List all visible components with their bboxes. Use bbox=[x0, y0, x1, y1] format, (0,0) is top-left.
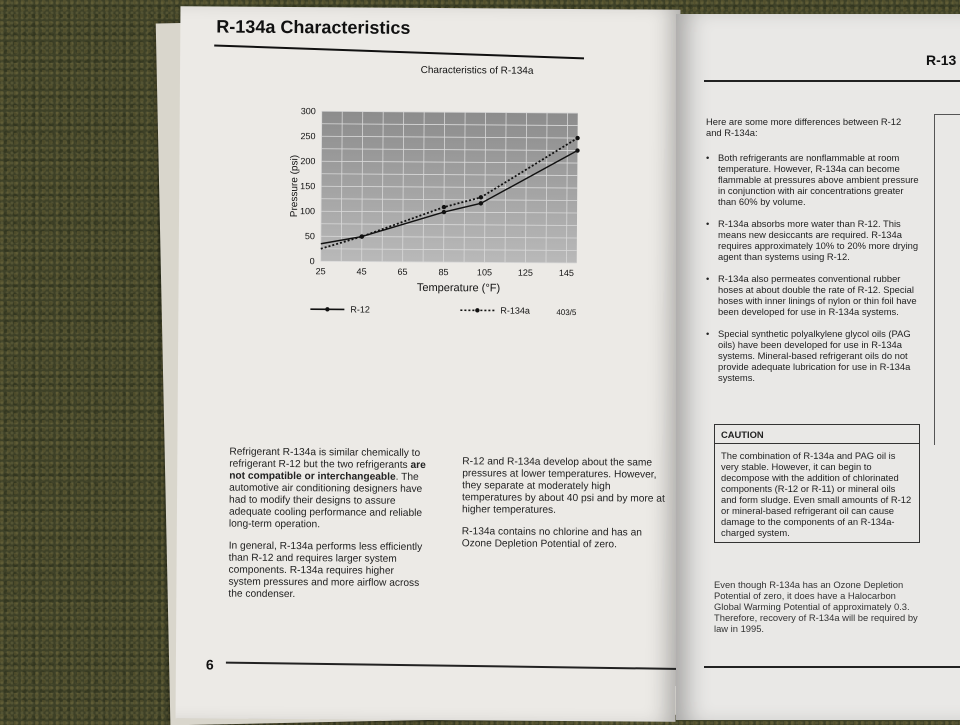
x-tick-label: 25 bbox=[316, 266, 326, 276]
x-tick-label: 65 bbox=[398, 267, 408, 277]
column-2 bbox=[462, 456, 673, 561]
y-axis-label: Pressure (psi) bbox=[289, 155, 300, 217]
data-point bbox=[479, 195, 483, 199]
col1-para1-bold: are not compatible or interchangeable bbox=[229, 460, 426, 483]
y-tick-label: 50 bbox=[305, 231, 315, 241]
y-tick-label: 250 bbox=[301, 131, 316, 141]
list-item: • R-134a also permeates conventional rubber hoses at about double the rate of R-12. Special hoses with inner linings of nylon or thin foil have been developed for use in R-134a systems. bbox=[706, 273, 921, 317]
right-page-title: R-13 bbox=[926, 52, 956, 68]
col1-para1-text-b: . The automotive air conditioning designers have had to modify their designs to assure adequate cooling performance and reliable long-term operation. bbox=[229, 472, 422, 530]
right-page bbox=[676, 14, 960, 720]
data-point bbox=[442, 205, 446, 209]
legend-marker bbox=[475, 308, 479, 312]
figure-code: 403/5 bbox=[556, 308, 577, 317]
right-footer-rule bbox=[704, 666, 960, 668]
list-item: • Special synthetic polyalkylene glycol oils (PAG oils) have been developed for use in R-134a systems. Mineral-based refrigerant oils do not provide adequate lubrication for use in R-134a systems. bbox=[706, 328, 921, 383]
caution-heading: CAUTION bbox=[715, 429, 919, 444]
y-tick-label: 0 bbox=[310, 256, 315, 266]
page-title: R-134a Characteristics bbox=[216, 17, 410, 39]
chart bbox=[278, 99, 620, 331]
chart-title: Characteristics of R-134a bbox=[402, 65, 552, 77]
col1-paragraph-2: In general, R-134a performs less efficiently than R-12 and requires larger system components. R-134a requires higher system pressures and more airflow across the condenser. bbox=[228, 541, 428, 602]
x-tick-label: 85 bbox=[438, 267, 448, 277]
list-item: • R-134a absorbs more water than R-12. This means new desiccants are required. R-134a requires approximately 10% to 20% more drying agent than systems using R-12. bbox=[706, 218, 921, 262]
left-page bbox=[176, 6, 681, 721]
x-tick-label: 145 bbox=[559, 268, 574, 278]
data-point bbox=[360, 234, 364, 238]
x-tick-label: 105 bbox=[477, 267, 492, 277]
col1-para1-text-a: Refrigerant R-134a is similar chemically to refrigerant R-12 but the two refrigerants bbox=[229, 447, 420, 471]
data-point bbox=[575, 148, 579, 152]
footer-rule bbox=[226, 662, 681, 670]
right-intro: Here are some more differences between R-12 and R-134a: bbox=[706, 116, 906, 138]
caution-text: The combination of R-134a and PAG oil is very stable. However, it can begin to decompose with the addition of chlorinated components (R-12 or R-11) or mineral oils and form sludge. Even small amounts of R-12 or mineral-based refrigerant oil can cause damage to the components of an R-134a-charged system. bbox=[721, 450, 913, 538]
right-title-rule bbox=[704, 80, 960, 82]
y-tick-label: 100 bbox=[300, 206, 315, 216]
chart-svg bbox=[278, 99, 620, 331]
y-tick-label: 300 bbox=[301, 106, 316, 116]
x-tick-label: 45 bbox=[357, 266, 367, 276]
right-margin-box bbox=[934, 114, 960, 445]
caution-box bbox=[714, 424, 920, 543]
data-point bbox=[442, 210, 446, 214]
data-point bbox=[575, 136, 579, 140]
legend-label: R-12 bbox=[350, 304, 370, 314]
list-item: • Both refrigerants are nonflammable at room temperature. However, R-134a can become flammable at pressures above ambient pressure in conjunction with air concentrations greater than 60% by volume. bbox=[706, 152, 921, 207]
y-tick-label: 150 bbox=[300, 181, 315, 191]
x-axis-label: Temperature (°F) bbox=[417, 282, 500, 295]
difference-list bbox=[706, 152, 921, 394]
page-number: 6 bbox=[206, 656, 214, 672]
x-tick-label: 125 bbox=[518, 268, 533, 278]
col2-paragraph-1: R-12 and R-134a develop about the same pressures at lower temperatures. However, they separate at moderately high temperatures by about 40 psi and by more at higher temperatures. bbox=[462, 456, 672, 517]
col1-paragraph-1 bbox=[229, 447, 430, 532]
legend-label: R-134a bbox=[500, 306, 530, 316]
column-1 bbox=[228, 447, 429, 612]
right-footer-text: Even though R-134a has an Ozone Depletion Potential of zero, it does have a Halocarbon Global Warming Potential of approximately 0.3. Therefore, recovery of R-134a will be required by law in 1995. bbox=[714, 579, 924, 634]
data-point bbox=[479, 201, 483, 205]
title-rule bbox=[214, 45, 584, 60]
col2-paragraph-2: R-134a contains no chlorine and has an Ozone Depletion Potential of zero. bbox=[462, 526, 672, 551]
y-tick-label: 200 bbox=[300, 156, 315, 166]
legend-marker bbox=[325, 307, 329, 311]
